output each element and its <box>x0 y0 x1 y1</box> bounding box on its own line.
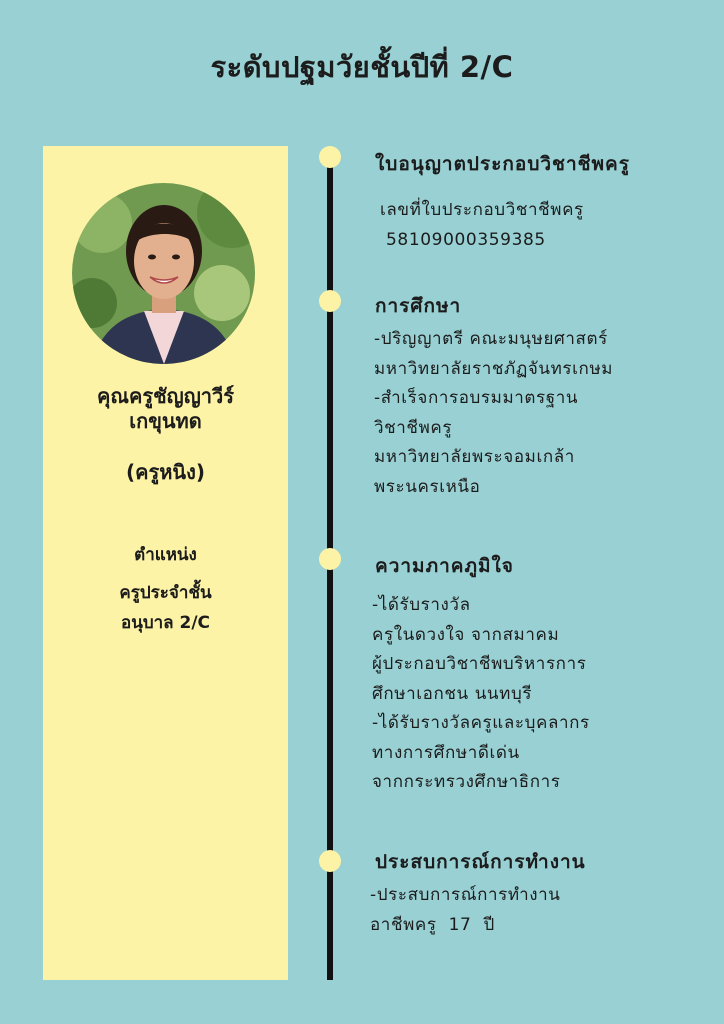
timeline-dot-education <box>319 290 341 312</box>
position-label: ตำแหน่ง <box>134 545 197 565</box>
license-line: เลขที่ใบประกอบวิชาชีพครู <box>380 200 584 220</box>
pride-line: ครูในดวงใจ จากสมาคม <box>372 624 560 645</box>
position-line1: ครูประจำชั้น <box>119 583 212 603</box>
pride-line: -ได้รับรางวัล <box>372 595 471 615</box>
experience-body <box>370 881 561 940</box>
license-heading: ใบอนุญาตประกอบวิชาชีพครู <box>375 153 630 175</box>
pride-body <box>372 591 590 798</box>
pride-line: จากกระทรวงศึกษาธิการ <box>372 772 561 792</box>
education-line: -ปริญญาตรี คณะมนุษยศาสตร์ <box>374 329 608 349</box>
license-line: 58109000359385 <box>380 229 546 250</box>
pride-heading: ความภาคภูมิใจ <box>375 555 514 577</box>
pride-line: ศึกษาเอกชน นนทบุรี <box>372 683 533 704</box>
education-line: -สำเร็จการอบรมมาตรฐาน <box>374 388 579 408</box>
experience-heading: ประสบการณ์การทำงาน <box>375 851 586 873</box>
profile-panel <box>43 146 288 980</box>
timeline-dot-pride <box>319 548 341 570</box>
pride-line: ทางการศึกษาดีเด่น <box>372 742 520 763</box>
timeline-dot-experience <box>319 850 341 872</box>
teacher-photo <box>72 183 255 364</box>
experience-line: -ประสบการณ์การทำงาน <box>370 885 561 905</box>
pride-line: -ได้รับรางวัลครูและบุคลากร <box>372 713 590 733</box>
teacher-name-line1: คุณครูชัญญาวีร์ <box>97 384 234 408</box>
education-line: มหาวิทยาลัยพระจอมเกล้า <box>374 447 575 467</box>
experience-line: อาชีพครู 17 ปี <box>370 914 495 935</box>
page-title: ระดับปฐมวัยชั้นปีที่ 2/C <box>210 50 514 84</box>
license-body <box>380 196 584 255</box>
teacher-nickname: (ครูหนิง) <box>125 460 206 484</box>
education-line: มหาวิทยาลัยราชภัฏจันทรเกษม <box>374 358 614 379</box>
position-line2: อนุบาล 2/C <box>120 613 211 633</box>
timeline-dot-license <box>319 146 341 168</box>
education-heading: การศึกษา <box>375 295 462 317</box>
teacher-name <box>43 384 288 434</box>
education-line: พระนครเหนือ <box>374 476 481 497</box>
position-value <box>43 578 288 638</box>
education-body <box>374 325 613 502</box>
teacher-name-line2: เกขุนทด <box>129 409 202 433</box>
pride-line: ผู้ประกอบวิชาชีพบริหารการ <box>372 654 587 674</box>
education-line: วิชาชีพครู <box>374 417 453 438</box>
